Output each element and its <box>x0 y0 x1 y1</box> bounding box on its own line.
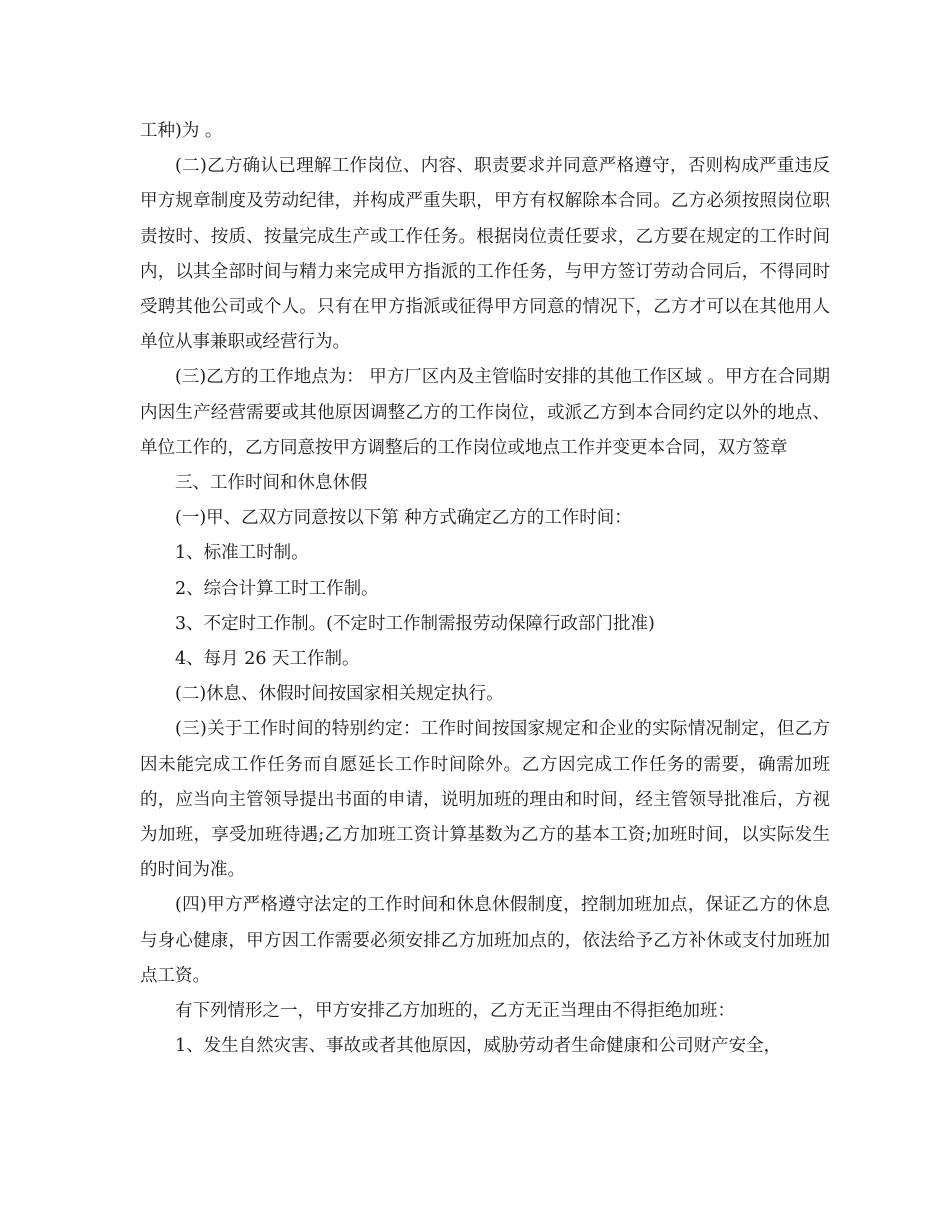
list-item-2: 2、综合计算工时工作制。 <box>175 578 379 599</box>
paragraph-12: (四)甲方严格遵守法定的工作时间和休息休假制度，控制加班加点，保证乙方的休息与身心健康，甲方因工作需要必须安排乙方加班加点的，依法给予乙方补休或支付加班加点工资。 <box>140 895 830 986</box>
paragraph-13: 有下列情形之一，甲方安排乙方加班的，乙方无正当理由不得拒绝加班： <box>175 1001 735 1022</box>
paragraph-1: 工种)为 。 <box>140 121 223 141</box>
document-page <box>140 114 830 1064</box>
paragraph-11: (三)关于工作时间的特别约定：工作时间按国家规定和企业的实际情况制定，但乙方因未能完成工作任务而自愿延长工作时间除外。乙方因完成工作任务的需要，确需加班的，应当向主管领导提出书面的申请，说明加班的理由和时间，经主管领导批准后，方视为加班，享受加班待遇;乙方加班工资计算基数为乙方的基本工资;加班时间，以实际发生的时间为准。 <box>140 719 830 881</box>
list-item-3: 3、不定时工作制。(不定时工作制需报劳动保障行政部门批准) <box>175 613 655 634</box>
section-heading: 三、工作时间和休息休假 <box>175 473 368 494</box>
list-item-4: 4、每月 26 天工作制。 <box>175 649 360 670</box>
paragraph-2: (二)乙方确认已理解工作岗位、内容、职责要求并同意严格遵守，否则构成严重违反甲方规章制度及劳动纪律，并构成严重失职，甲方有权解除本合同。乙方必须按照岗位职责按时、按质、按量完成生产或工作任务。根据岗位责任要求，乙方要在规定的工作时间内，以其全部时间与精力来完成甲方指派的工作任务，与甲方签订劳动合同后，不得同时受聘其他公司或个人。只有在甲方指派或征得甲方同意的情况下，乙方才可以在其他用人单位从事兼职或经营行为。 <box>140 156 830 353</box>
paragraph-3: (三)乙方的工作地点为： 甲方厂区内及主管临时安排的其他工作区域 。甲方在合同期内因生产经营需要或其他原因调整乙方的工作岗位，或派乙方到本合同约定以外的地点、单位工作的，乙方同意按甲方调整后的工作岗位或地点工作并变更本合同，双方签章 <box>140 367 830 458</box>
paragraph-10: (二)休息、休假时间按国家相关规定执行。 <box>175 684 504 705</box>
list-item-overtime-1: 1、发生自然灾害、事故或者其他原因，威胁劳动者生命健康和公司财产安全， <box>175 1036 782 1057</box>
paragraph-5: (一)甲、乙双方同意按以下第 种方式确定乙方的工作时间： <box>175 508 632 529</box>
list-item-1: 1、标准工时制。 <box>175 543 309 564</box>
